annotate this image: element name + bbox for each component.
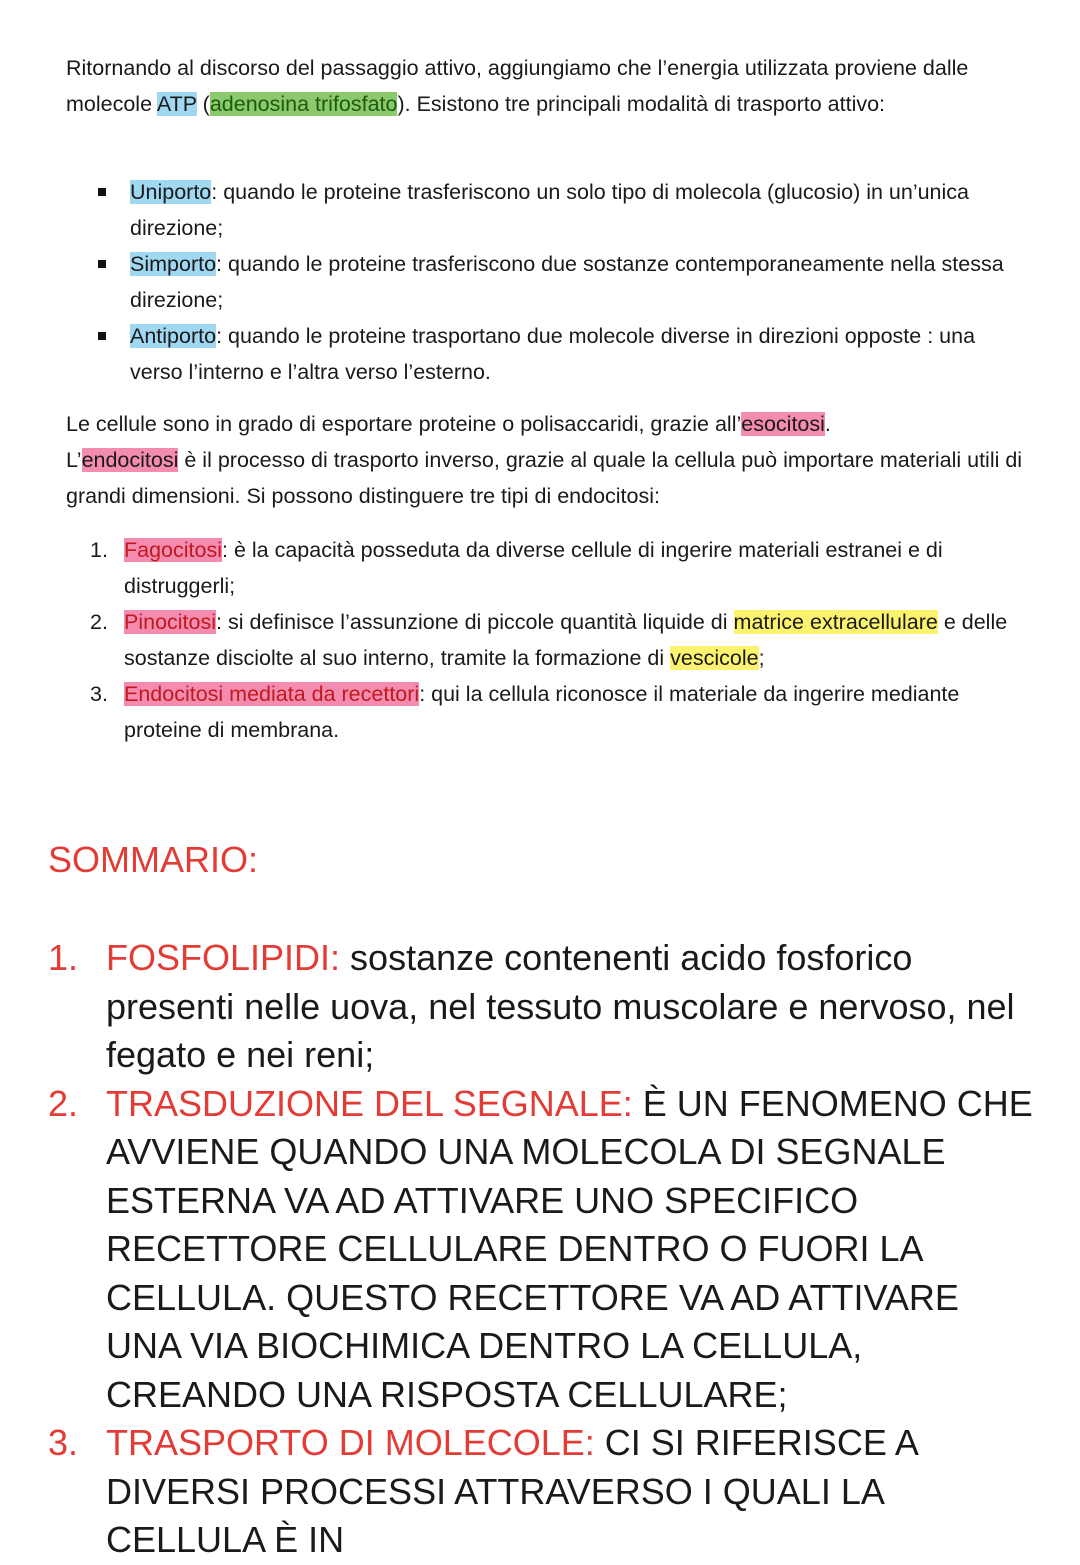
list-item <box>96 318 1026 390</box>
endocytosis-paragraph <box>66 406 1026 514</box>
atp-highlight: ATP <box>156 92 197 116</box>
summary-item <box>48 1080 1038 1420</box>
endo-text-1: Le cellule sono in grado di esportare proteine o polisaccaridi, grazie all’ <box>66 412 742 436</box>
summary-item <box>48 1419 1038 1565</box>
adenosina-highlight: adenosina trifosfato <box>209 92 398 116</box>
list-text: ; <box>758 646 765 670</box>
list-text: : si definisce l’assunzione di piccole quantità liquide di <box>216 610 734 634</box>
paren-open: ( <box>196 92 210 116</box>
summary-term: FOSFOLIPIDI: <box>106 937 341 978</box>
list-term: Fagocitosi <box>124 538 222 562</box>
list-term: Endocitosi mediata da recettori <box>124 682 420 706</box>
summary-term: TRASPORTO DI MOLECOLE: <box>106 1422 595 1463</box>
list-term: Simporto <box>130 252 217 276</box>
intro-paragraph <box>66 50 1026 122</box>
endo-dot: . <box>824 412 831 436</box>
summary-heading: SOMMARIO: <box>48 839 259 880</box>
transport-list <box>96 174 1026 390</box>
list-item <box>90 676 1026 748</box>
square-bullet-icon <box>98 332 106 340</box>
endo-apos: L’ <box>66 448 82 472</box>
summary-item <box>48 934 1038 1080</box>
list-text: : è la capacità posseduta da diverse cellule di ingerire materiali estranei e di distruggerli; <box>124 538 943 598</box>
list-item <box>96 246 1026 318</box>
square-bullet-icon <box>98 188 106 196</box>
list-text: : quando le proteine trasferiscono due sostanze contemporaneamente nella stessa direzione; <box>130 252 1004 312</box>
matrice-highlight: matrice extracellulare <box>733 610 938 634</box>
summary-text: CI SI RIFERISCE A DIVERSI PROCESSI ATTRAVERSO I QUALI LA CELLULA È IN <box>106 1422 917 1560</box>
list-item <box>96 174 1026 246</box>
endocitosi-highlight: endocitosi <box>81 448 179 472</box>
list-text: : quando le proteine trasportano due molecole diverse in direzioni opposte : una verso l’interno e l’altra verso l’esterno. <box>130 324 976 384</box>
summary-list <box>48 934 1038 1565</box>
summary-number: 3. <box>48 1422 79 1463</box>
square-bullet-icon <box>98 260 106 268</box>
esocitosi-highlight: esocitosi <box>741 412 825 436</box>
list-text: e delle sostanze disciolte al suo interno, tramite la formazione di <box>124 610 1008 670</box>
endo-text-2: è il processo di trasporto inverso, grazie al quale la cellula può importare materiali utili di grandi dimensioni. Si possono distinguere tre tipi di endocitosi: <box>66 448 1023 508</box>
summary-text: È UN FENOMENO CHE AVVIENE QUANDO UNA MOLECOLA DI SEGNALE ESTERNA VA AD ATTIVARE UNO SPECIFICO RECETTORE CELLULARE DENTRO O FUORI LA CELLULA. QUESTO RECETTORE VA AD ATTIVARE UNA VIA BIOCHIMICA DENTRO LA CELLULA, CREANDO UNA RISPOSTA CELLULARE; <box>106 1082 1033 1415</box>
list-term: Pinocitosi <box>124 610 217 634</box>
intro-text-2: ). Esistono tre principali modalità di trasporto attivo: <box>397 92 886 116</box>
list-term: Uniporto <box>130 180 212 204</box>
vescicole-highlight: vescicole <box>670 646 759 670</box>
summary-text: sostanze contenenti acido fosforico presenti nelle uova, nel tessuto muscolare e nervoso, nel fegato e nei reni; <box>106 937 1015 1075</box>
list-text: : quando le proteine trasferiscono un solo tipo di molecola (glucosio) in un’unica direzione; <box>130 180 969 240</box>
list-item <box>90 604 1026 676</box>
summary-term: TRASDUZIONE DEL SEGNALE: <box>106 1082 633 1124</box>
summary-number: 2. <box>48 1082 79 1124</box>
list-number: 3. <box>90 682 108 706</box>
intro-text-1: Ritornando al discorso del passaggio attivo, aggiungiamo che l’energia utilizzata proviene dalle molecole <box>66 56 969 116</box>
list-number: 2. <box>90 610 108 634</box>
list-text: : qui la cellula riconosce il materiale da ingerire mediante proteine di membrana. <box>124 682 960 742</box>
summary-number: 1. <box>48 937 79 978</box>
list-item <box>90 532 1026 604</box>
list-term: Antiporto <box>130 324 217 348</box>
list-number: 1. <box>90 538 108 562</box>
endocytosis-types-list <box>90 532 1026 748</box>
